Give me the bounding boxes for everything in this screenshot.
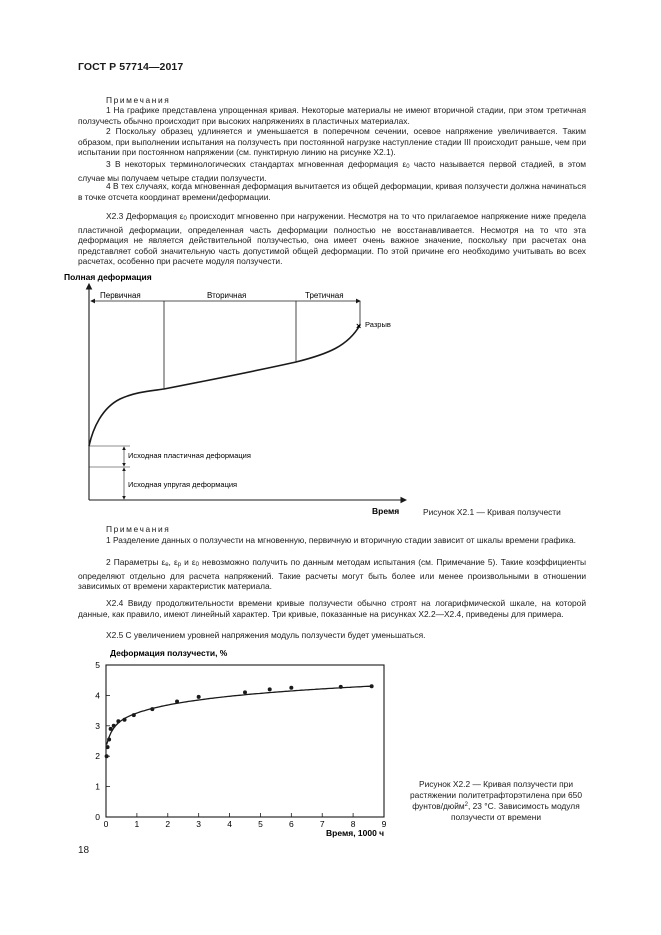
data-point [132,713,136,717]
plastic-deformation-label: Исходная пластичная деформация [128,451,251,460]
rupture-marker-icon: × [356,321,362,331]
page-number: 18 [78,845,90,856]
data-point [175,699,179,703]
chart-ylabel: Деформация ползучести, % [110,648,228,658]
data-point [106,745,110,749]
standard-header: ГОСТ Р 57714—2017 [78,61,184,73]
x-tick-label: 4 [227,819,232,829]
fig1-caption: Рисунок Х2.1 — Кривая ползучести [423,507,561,517]
x-tick-label: 2 [165,819,171,829]
note-4: 4 В тех случаях, когда мгновенная деформация вычитается из общей деформации, кривая ползучести должна начинаться в точке отсчета координат времени/деформации. [78,181,586,202]
data-point [109,727,113,731]
data-point [339,685,343,689]
paragraph-x2-3: Х2.3 Деформация ε0 происходит мгновенно при нагружении. Несмотря на то что прилагаемое напряжение ниже предела пластичной деформации, определенная часть деформации полностью не восстанавливается. Несмотря на то что эта деформация не является действительной ползучестью, она имеет очень важное значение, поскольку при расчетах она представляет собой значительную часть допустимой общей деформации. По этой причине его необходимо учитывать во всех расчетах, особенно при расчете модуля ползучести. [78,211,587,267]
x-tick-label: 8 [350,819,356,829]
data-point [112,724,116,728]
note-3: 3 В некоторых терминологических стандартах мгновенная деформация ε0 часто называется первой стадией, в этом случае мы получаем четыре стадии ползучести. [78,159,586,183]
data-point [123,718,127,722]
x-tick-label: 1 [134,819,140,829]
notes-title: Примечания [106,95,171,105]
data-point [116,719,120,723]
data-point [105,754,109,758]
y-tick-label: 0 [95,812,100,822]
paragraph-x2-4: Х2.4 Ввиду продолжительности времени кривые ползучести обычно строят на логарифмической шкале, на которой данные, как правило, имеют линейный характер. Три кривые, показанные на рисунках Х2.2—Х2.4, приведены для примера. [78,598,586,619]
figure-x2-1 [60,268,420,520]
figure-x2-2-chart [82,644,392,842]
data-point [107,737,111,741]
x-tick-label: 5 [258,819,263,829]
rupture-label: Разрыв [365,320,391,329]
chart-xlabel: Время, 1000 ч [326,828,385,838]
paragraph-x2-5: Х2.5 С увеличением уровней напряжения модуль ползучести будет уменьшаться. [106,630,426,640]
note-2: 2 Поскольку образец удлиняется и уменьшается в поперечном сечении, осевое напряжение увеличивается. Таким образом, при выполнении испытания на ползучесть при постоянной нагрузке наступление стадии III происходит раньше, чем при испытании при постоянном напряжении (см. пунктирную линию на рисунке Х2.1). [78,126,586,158]
y-tick-label: 1 [95,781,100,792]
data-point [150,707,154,711]
data-point [197,695,201,699]
x-tick-label: 6 [288,819,294,829]
y-tick-label: 3 [95,720,100,731]
creep-curve [89,325,360,446]
stage-tertiary-label: Третичная [305,291,344,300]
notes2-title: Примечания [106,524,171,534]
x-tick-label: 3 [196,819,202,829]
x-tick-label: 0 [103,819,109,829]
fig1-ylabel: Полная деформация [64,272,152,282]
fig2-caption: Рисунок Х2.2 — Кривая ползучести при растяжении политетрафторэтилена при 650 фунтов/дюйм$^2$, 23 °С. Зависимость модуля ползучести от времени [410,779,582,822]
series-fit-line [107,686,373,744]
y-tick-label: 5 [95,660,100,670]
y-tick-label: 4 [95,690,100,701]
data-point [289,686,293,690]
notes2-note-2: 2 Параметры εe, εp и ε0 невозможно получить по данным методам испытания (см. Примечание 5). Такие коэффициенты определяют отдельно для расчета напряжений. Такие расчеты могут быть более или менее произвольными в отношении зависимых от времени характеристик материала. [78,557,586,592]
notes2-note-1: 1 Разделение данных о ползучести на мгновенную, первичную и вторичную стадии зависит от шкалы времени графика. [106,535,576,545]
stage-primary-label: Первичная [100,291,141,300]
elastic-deformation-label: Исходная упругая деформация [128,480,238,489]
fig1-xlabel: Время [372,506,400,516]
data-point [268,687,272,691]
data-point [370,684,374,688]
stage-secondary-label: Вторичная [207,291,247,300]
y-tick-label: 2 [95,751,100,762]
note-1: 1 На графике представлена упрощенная кривая. Некоторые материалы не имеют вторичной стадии, при этом третичная ползучесть обычно происходит при высоких напряжениях в пластичных материалах. [78,105,586,126]
x-tick-label: 9 [381,819,387,829]
data-point [243,690,247,694]
x-tick-label: 7 [319,819,325,829]
